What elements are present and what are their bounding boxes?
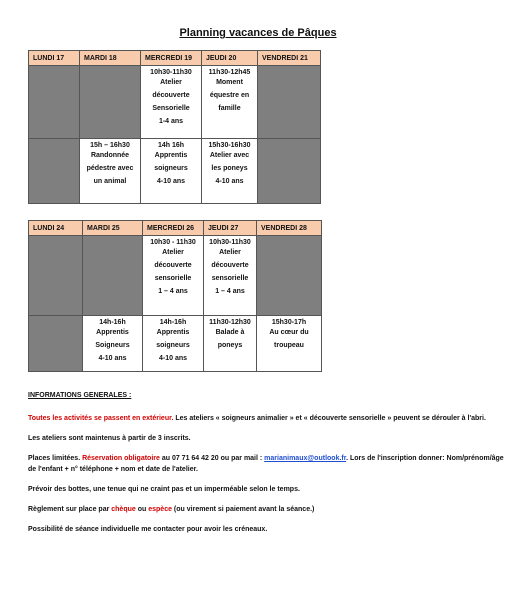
activity-time: 11h30-12h45	[208, 69, 251, 76]
payment-cheque: chèque	[111, 506, 136, 513]
activity-line: Atelier avec	[209, 152, 250, 159]
activity-line: un animal	[93, 178, 127, 185]
schedule-week-2	[28, 220, 322, 372]
payment-transfer: (ou virement si paiement avant la séance.)	[171, 506, 315, 513]
activity-line: Atelier	[219, 249, 241, 256]
day-header: MERCREDI 19	[141, 51, 202, 66]
closed-slot	[258, 66, 321, 139]
activity-slot	[141, 139, 202, 204]
activity-line: 4-10 ans	[156, 178, 186, 185]
activity-time: 14h-16h	[99, 319, 126, 326]
day-header: MARDI 25	[83, 221, 143, 236]
activity-line: découverte	[154, 262, 192, 269]
closed-slot	[83, 236, 143, 316]
payment-text: Règlement sur place par	[28, 506, 112, 513]
info-outdoor	[28, 413, 508, 424]
info-payment	[28, 504, 508, 515]
closed-slot	[257, 236, 322, 316]
closed-slot	[29, 236, 83, 316]
activity-line: Au cœur du	[269, 329, 309, 336]
activity-line: Atelier	[160, 79, 182, 86]
activity-line: Sensorielle	[152, 105, 190, 112]
activity-time: 11h30-12h30	[209, 319, 251, 326]
activity-line: 4-10 ans	[215, 178, 244, 185]
activity-line: les poneys	[211, 165, 248, 172]
day-header: VENDREDI 28	[257, 221, 322, 236]
activity-line: équestre en	[209, 92, 250, 99]
activity-line: sensorielle	[211, 275, 249, 282]
activity-time: 14h 16h	[157, 142, 185, 149]
activity-slot	[80, 139, 141, 204]
activity-slot	[83, 316, 143, 372]
day-header-row	[29, 221, 322, 236]
activity-line: 1 – 4 ans	[158, 288, 188, 295]
activity-slot	[204, 316, 257, 372]
closed-slot	[29, 139, 80, 204]
activity-line: Randonnée	[90, 152, 130, 159]
activity-line: sensorielle	[154, 275, 192, 282]
activity-line: Soigneurs	[95, 342, 130, 349]
payment-or: ou	[135, 506, 149, 513]
booking-required: Réservation obligatoire	[82, 455, 160, 462]
activity-slot	[141, 66, 202, 139]
outdoor-notice: Toutes les activités se passent en extérieur.	[28, 415, 174, 422]
activity-line: poneys	[217, 342, 243, 349]
activity-slot	[143, 236, 204, 316]
activity-line: Apprentis	[154, 152, 188, 159]
activity-slot	[204, 236, 257, 316]
day-header: MERCREDI 26	[143, 221, 204, 236]
email-link[interactable]: marianimaux@outlook.fr	[264, 455, 347, 462]
info-minimum: Les ateliers sont maintenus à partir de 3 inscrits.	[28, 435, 191, 442]
activity-line: 1-4 ans	[158, 118, 184, 125]
activity-time: 15h30-16h30	[208, 142, 251, 149]
day-header-row	[29, 51, 321, 66]
activity-line: famille	[218, 105, 241, 112]
payment-cash: espèce	[148, 506, 172, 513]
activity-line: Apprentis	[156, 329, 190, 336]
day-header: LUNDI 24	[29, 221, 83, 236]
activity-time: 14h-16h	[159, 319, 187, 326]
booking-text: Places limitées.	[28, 455, 83, 462]
info-heading: INFORMATIONS GENERALES :	[28, 392, 132, 399]
activity-line: Atelier	[162, 249, 184, 256]
closed-slot	[258, 139, 321, 204]
activity-time: 10h30 - 11h30	[150, 239, 196, 246]
activity-line: soigneurs	[154, 165, 188, 172]
day-header: VENDREDI 21	[258, 51, 321, 66]
activity-line: 4-10 ans	[98, 355, 127, 362]
morning-row	[29, 66, 321, 139]
activity-line: troupeau	[274, 342, 304, 349]
activity-slot	[143, 316, 204, 372]
general-info	[28, 390, 508, 544]
afternoon-row	[29, 139, 321, 204]
closed-slot	[80, 66, 141, 139]
activity-time: 15h30-17h	[271, 319, 307, 326]
closed-slot	[29, 66, 80, 139]
day-header: MARDI 18	[80, 51, 141, 66]
activity-line: découverte	[211, 262, 249, 269]
activity-slot	[202, 139, 258, 204]
info-booking	[28, 453, 508, 475]
activity-line: Apprentis	[96, 329, 129, 336]
schedule-week-1	[28, 50, 321, 204]
day-header: JEUDI 20	[202, 51, 258, 66]
activity-time: 10h30-11h30	[150, 69, 192, 76]
info-individual: Possibilité de séance individuelle me contacter pour avoir les créneaux.	[28, 526, 268, 533]
day-header: JEUDI 27	[204, 221, 257, 236]
activity-slot	[257, 316, 322, 372]
activity-line: découverte	[152, 92, 190, 99]
activity-line: Balade à	[215, 329, 245, 336]
outdoor-detail: Les ateliers « soigneurs animalier » et « découverte sensorielle » peuvent se dérouler à l'abri.	[173, 415, 486, 422]
activity-line: 1 – 4 ans	[215, 288, 245, 295]
closed-slot	[29, 316, 83, 372]
booking-phone: au 07 71 64 42 20 ou par mail :	[159, 455, 265, 462]
morning-row	[29, 236, 322, 316]
booking-details: . Lors de l'inscription donner: Nom/prénom/âge de l'enfant + n° téléphone + nom et date de l'atelier.	[28, 455, 504, 473]
afternoon-row	[29, 316, 322, 372]
activity-time: 15h – 16h30	[90, 142, 130, 149]
activity-line: soigneurs	[156, 342, 190, 349]
activity-time: 10h30-11h30	[209, 239, 251, 246]
activity-line: 4-10 ans	[158, 355, 188, 362]
activity-line: Moment	[216, 79, 243, 86]
day-header: LUNDI 17	[29, 51, 80, 66]
activity-line: pédestre avec	[86, 165, 134, 172]
info-clothing: Prévoir des bottes, une tenue qui ne craint pas et un imperméable selon le temps.	[28, 486, 300, 493]
page-title: Planning vacances de Pâques	[179, 27, 337, 39]
activity-slot	[202, 66, 258, 139]
